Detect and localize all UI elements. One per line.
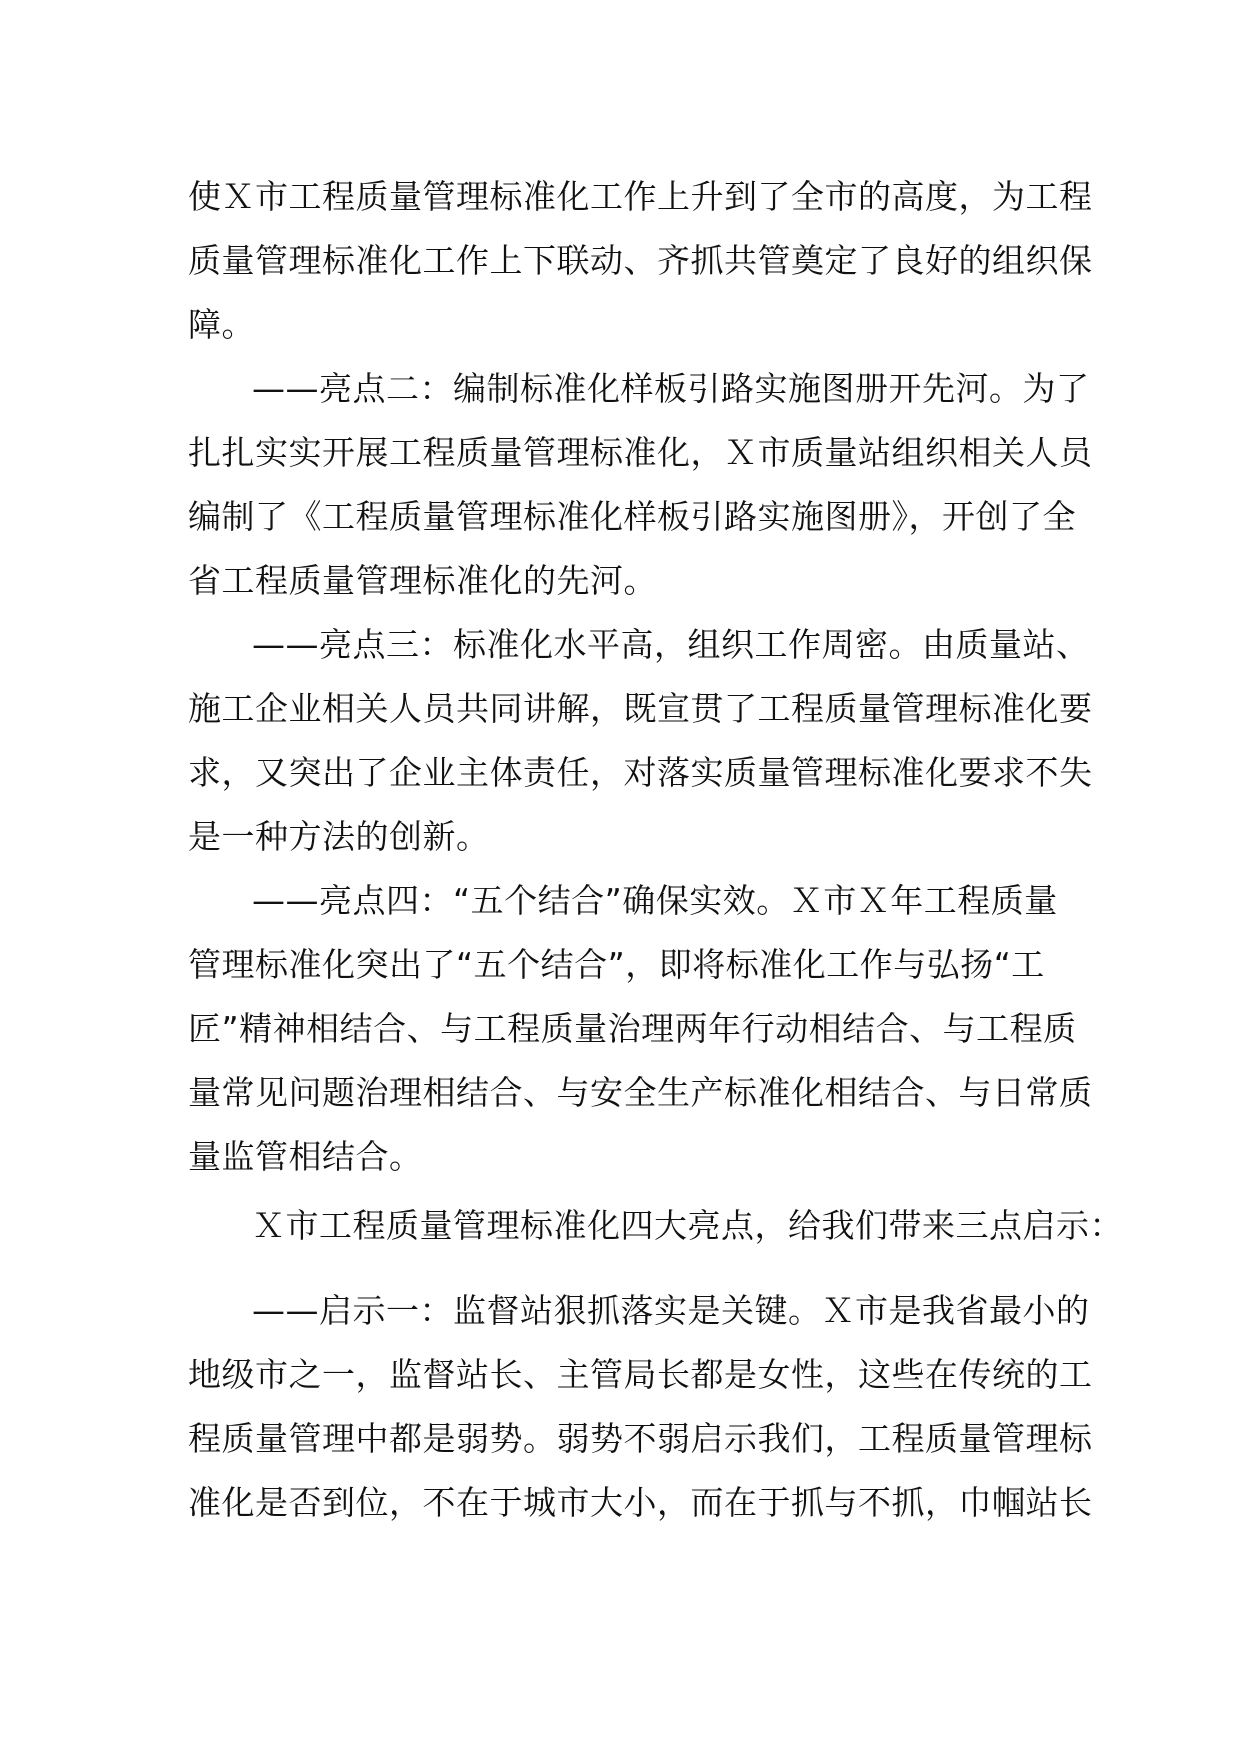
highlight-four-line-1: ——亮点四：“五个结合”确保实效。Ｘ市Ｘ年工程质量 (252, 881, 1058, 920)
highlight-four-line-3: 匠”精神相结合、与工程质量治理两年行动相结合、与工程质 (188, 1009, 1077, 1048)
highlight-four-line-4: 量常见问题治理相结合、与安全生产标准化相结合、与日常质 (188, 1073, 1093, 1112)
text-line-3: 障。 (188, 305, 255, 344)
insight-one-line-4: 准化是否到位，不在于城市大小，而在于抓与不抓，巾帼站长 (188, 1483, 1093, 1522)
summary-line: Ｘ市工程质量管理标准化四大亮点，给我们带来三点启示： (252, 1206, 1123, 1245)
highlight-three-line-3: 求，又突出了企业主体责任，对落实质量管理标准化要求不失 (188, 753, 1093, 792)
highlight-three-line-4: 是一种方法的创新。 (188, 817, 490, 856)
text-line-2: 质量管理标准化工作上下联动、齐抓共管奠定了良好的组织保 (188, 241, 1093, 280)
highlight-three-line-2: 施工企业相关人员共同讲解，既宣贯了工程质量管理标准化要 (188, 689, 1093, 728)
insight-one-line-1: ——启示一：监督站狠抓落实是关键。Ｘ市是我省最小的 (252, 1291, 1090, 1330)
insight-one-line-3: 程质量管理中都是弱势。弱势不弱启示我们，工程质量管理标 (188, 1419, 1093, 1458)
text-line-1: 使Ｘ市工程质量管理标准化工作上升到了全市的高度，为工程 (188, 177, 1093, 216)
highlight-two-line-4: 省工程质量管理标准化的先河。 (188, 561, 657, 600)
highlight-four-line-2: 管理标准化突出了“五个结合”，即将标准化工作与弘扬“工 (188, 945, 1045, 984)
insight-one-line-2: 地级市之一，监督站长、主管局长都是女性，这些在传统的工 (188, 1355, 1093, 1394)
highlight-two-line-3: 编制了《工程质量管理标准化样板引路实施图册》，开创了全 (188, 497, 1076, 536)
highlight-two-line-1: ——亮点二：编制标准化样板引路实施图册开先河。为了 (252, 369, 1090, 408)
highlight-two-line-2: 扎扎实实开展工程质量管理标准化，Ｘ市质量站组织相关人员 (188, 433, 1093, 472)
highlight-four-line-5: 量监管相结合。 (188, 1137, 423, 1176)
highlight-three-line-1: ——亮点三：标准化水平高，组织工作周密。由质量站、 (252, 625, 1090, 664)
